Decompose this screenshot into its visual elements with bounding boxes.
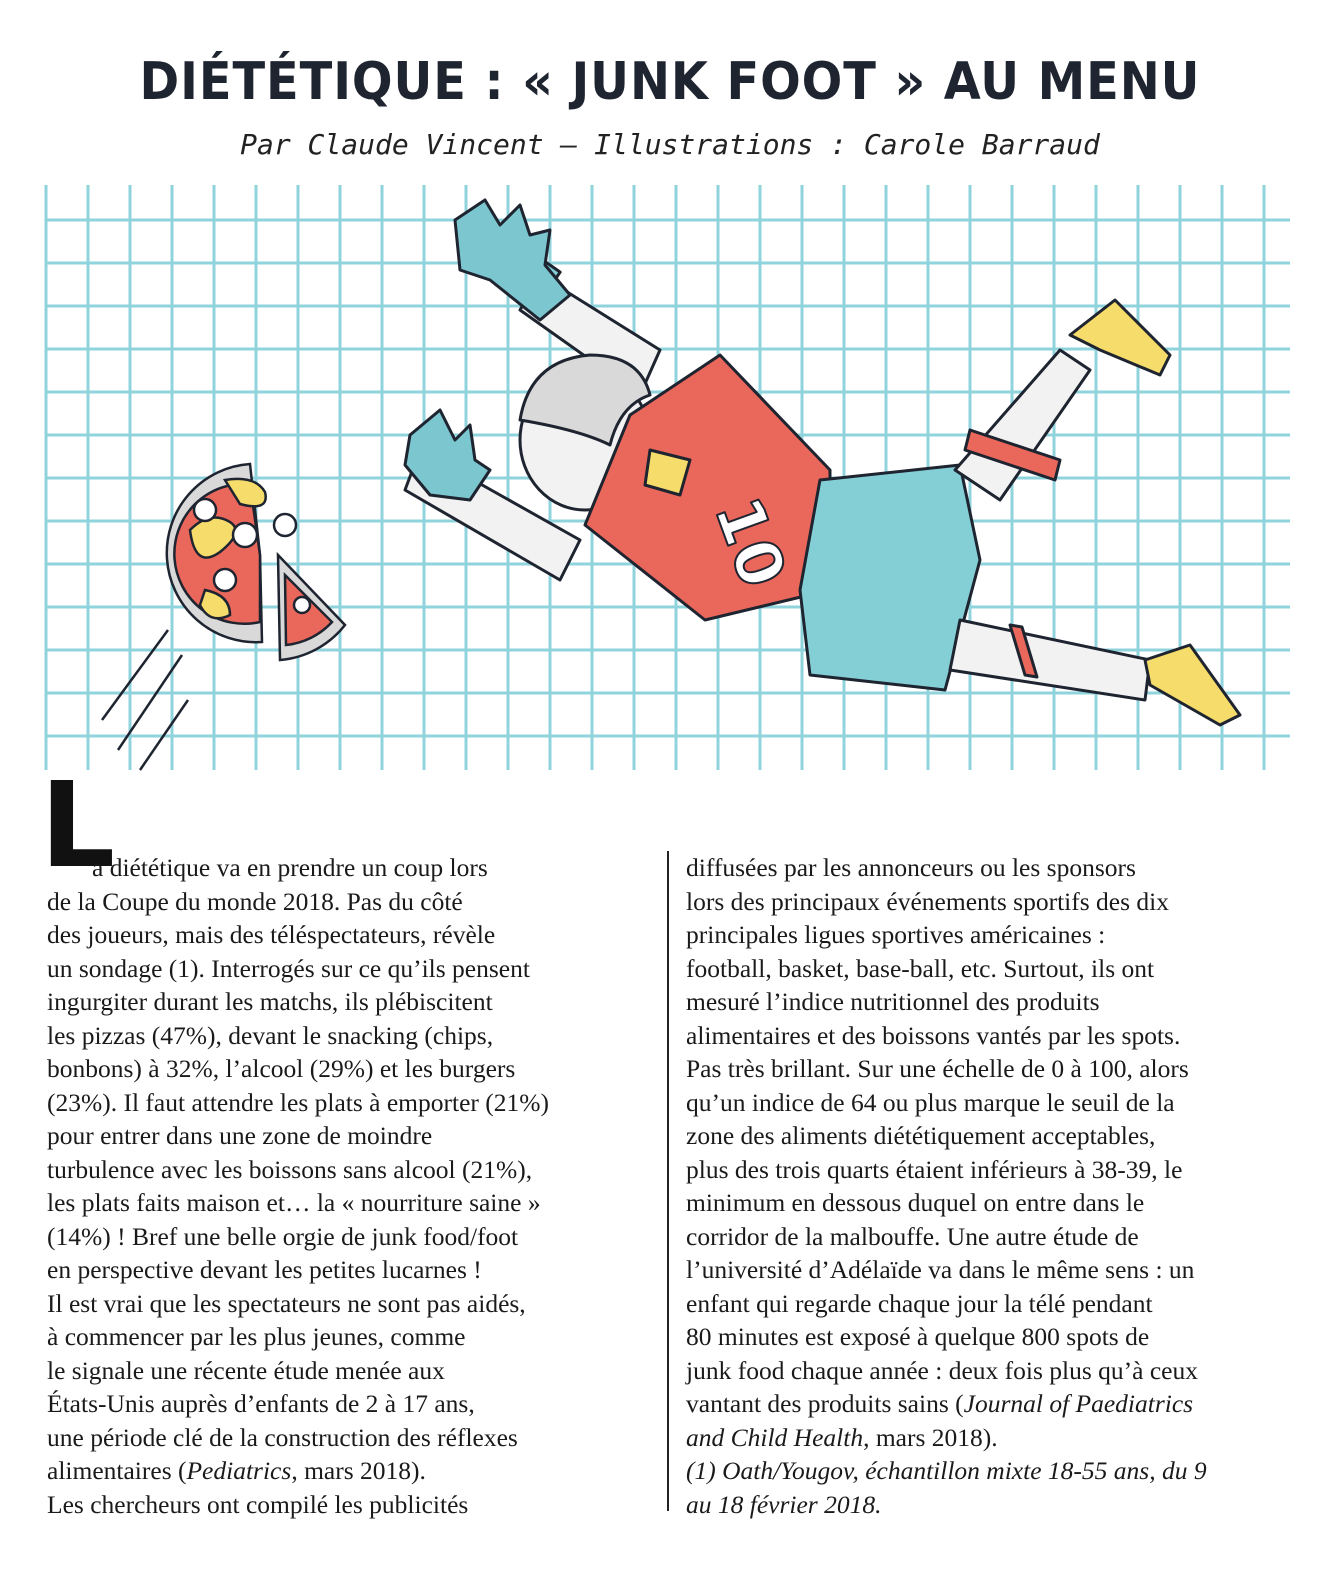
text-run: alimentaires ( <box>47 1456 187 1485</box>
footnote: au 18 février 2018. <box>686 1489 882 1519</box>
paragraph-line: football, basket, base-ball, etc. Surtout, ils ont <box>686 953 1155 983</box>
paragraph-line <box>686 1421 1207 1455</box>
paragraph-line: corridor de la malbouffe. Une autre étude de <box>686 1221 1139 1251</box>
paragraph-line: mesuré l’indice nutritionnel des produits <box>686 987 1100 1016</box>
paragraph-line: une période clé de la construction des réflexes <box>47 1422 518 1452</box>
paragraph-line: junk food chaque année : deux fois plus qu’à ceux <box>686 1355 1198 1385</box>
drop-cap: L <box>40 756 116 894</box>
article-byline: Par Claude Vincent – Illustrations : Carole Barraud <box>240 128 1100 161</box>
journal-name: and Child Health <box>686 1422 864 1452</box>
text-run: , mars 2018). <box>863 1422 998 1452</box>
paragraph-line: les plats faits maison et… la « nourriture saine » <box>47 1188 541 1217</box>
goalkeeper-illustration <box>40 180 1296 775</box>
paragraph-line <box>47 1454 549 1488</box>
paragraph-line: diffusées par les annonceurs ou les sponsors <box>686 853 1136 882</box>
paragraph-line: zone des aliments diététiquement acceptables, <box>686 1121 1156 1150</box>
paragraph-line: Il est vrai que les spectateurs ne sont pas aidés, <box>47 1288 526 1318</box>
article-right-column <box>686 851 1207 1521</box>
column-divider <box>667 851 669 1511</box>
paragraph-line: de la Coupe du monde 2018. Pas du côté <box>47 886 463 916</box>
jersey-number: 10 <box>699 488 800 598</box>
journal-name: Pediatrics <box>186 1456 292 1485</box>
paragraph-line: 80 minutes est exposé à quelque 800 spots de <box>686 1322 1150 1351</box>
paragraph-line: (14%) ! Bref une belle orgie de junk food/foot <box>47 1221 519 1251</box>
paragraph-line: enfant qui regarde chaque jour la télé pendant <box>686 1288 1153 1318</box>
paragraph-line: lors des principaux événements sportifs des dix <box>686 886 1169 916</box>
paragraph-line: plus des trois quarts étaient inférieurs à 38-39, le <box>686 1154 1183 1184</box>
pizza-icon <box>167 464 345 660</box>
paragraph-line <box>686 1387 1207 1421</box>
goalkeeper-player-figure <box>405 200 1240 725</box>
paragraph-line: alimentaires et des boissons vantés par les spots. <box>686 1020 1181 1050</box>
paragraph-line: a diététique va en prendre un coup lors <box>92 853 488 882</box>
paragraph-line: turbulence avec les boissons sans alcool (21%), <box>47 1154 533 1184</box>
paragraph-line: ingurgiter durant les matchs, ils plébiscitent <box>47 987 493 1016</box>
paragraph-line: (23%). Il faut attendre les plats à emporter (21%) <box>47 1087 550 1117</box>
paragraph-line: minimum en dessous duquel on entre dans le <box>686 1188 1145 1217</box>
footnote: (1) Oath/Yougov, échantillon mixte 18-55 ans, du 9 <box>686 1456 1207 1485</box>
paragraph-line: pour entrer dans une zone de moindre <box>47 1121 433 1150</box>
article-left-column <box>47 851 549 1521</box>
paragraph-line: à commencer par les plus jeunes, comme <box>47 1322 466 1351</box>
journal-name: Journal of Paediatrics <box>963 1389 1194 1418</box>
paragraph-line: des joueurs, mais des téléspectateurs, révèle <box>47 920 496 949</box>
paragraph-line: un sondage (1). Interrogés sur ce qu’ils pensent <box>47 953 530 983</box>
paragraph-line: Pas très brillant. Sur une échelle de 0 à 100, alors <box>686 1054 1189 1083</box>
text-run: vantant des produits sains ( <box>686 1389 964 1418</box>
text-run: , mars 2018). <box>291 1456 426 1485</box>
paragraph-line: l’université d’Adélaïde va dans le même sens : un <box>686 1255 1195 1284</box>
paragraph-line: États-Unis auprès d’enfants de 2 à 17 ans, <box>47 1389 475 1418</box>
paragraph-line: le signale une récente étude menée aux <box>47 1355 445 1385</box>
paragraph-line: qu’un indice de 64 ou plus marque le seuil de la <box>686 1087 1175 1117</box>
article-title: DIÉTÉTIQUE : « JUNK FOOT » AU MENU <box>139 52 1201 112</box>
paragraph-line: principales ligues sportives américaines : <box>686 920 1106 949</box>
paragraph-line: en perspective devant les petites lucarnes ! <box>47 1255 482 1284</box>
paragraph-line: Les chercheurs ont compilé les publicités <box>47 1489 469 1519</box>
paragraph-line: les pizzas (47%), devant le snacking (chips, <box>47 1020 494 1050</box>
paragraph-line: bonbons) à 32%, l’alcool (29%) et les burgers <box>47 1054 516 1083</box>
